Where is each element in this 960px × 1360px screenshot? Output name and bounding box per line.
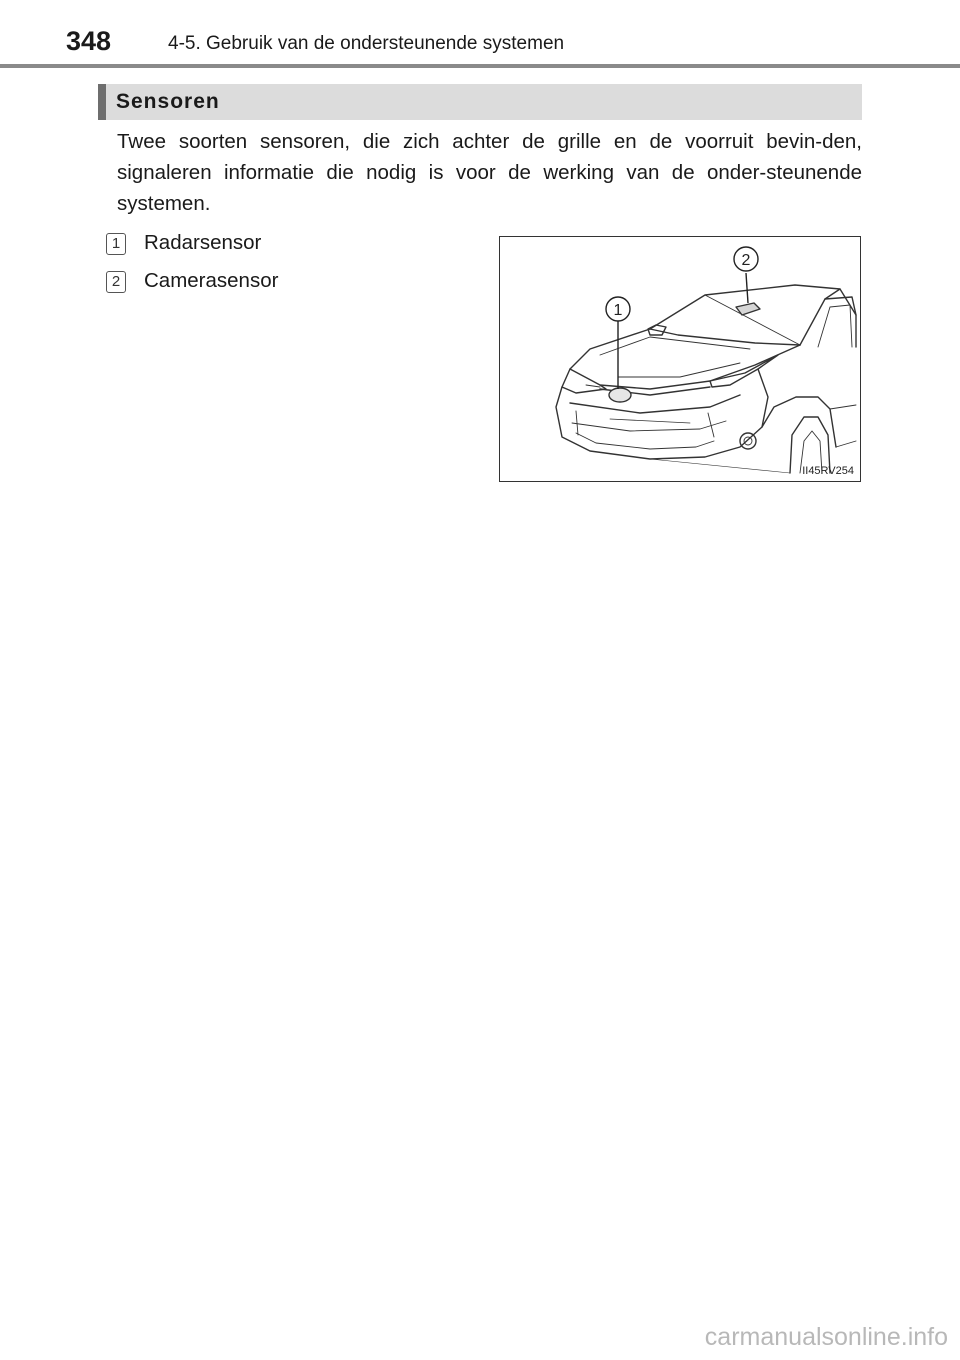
legend-item-camera [106, 268, 466, 306]
chapter-title: 4-5. Gebruik van de ondersteunende systemen [168, 33, 565, 54]
site-watermark: carmanualsonline.info [704, 1323, 948, 1351]
legend-label: Radarsensor [144, 231, 262, 254]
page-header [0, 0, 960, 70]
section-bar-accent [98, 84, 106, 120]
sensor-legend [106, 230, 466, 306]
section-heading-bar [98, 84, 862, 120]
header-rule [0, 64, 960, 68]
callout-1-label: 1 [613, 302, 623, 319]
page-number: 348 [66, 26, 112, 56]
figure-code: II45RV254 [802, 465, 854, 477]
section-title: Sensoren [116, 90, 220, 113]
car-front-drawing [500, 237, 859, 480]
car-sensor-illustration [499, 236, 861, 482]
callout-2-label: 2 [741, 252, 751, 269]
intro-paragraph: Twee soorten sensoren, die zich achter de grille en de voorruit bevin-den, signaleren informatie die nodig is voor de werking van de onder-steunende systemen. [117, 130, 862, 215]
legend-number-badge: 2 [106, 271, 126, 293]
legend-label: Camerasensor [144, 269, 279, 292]
legend-item-radar [106, 230, 466, 268]
legend-number-badge: 1 [106, 233, 126, 255]
